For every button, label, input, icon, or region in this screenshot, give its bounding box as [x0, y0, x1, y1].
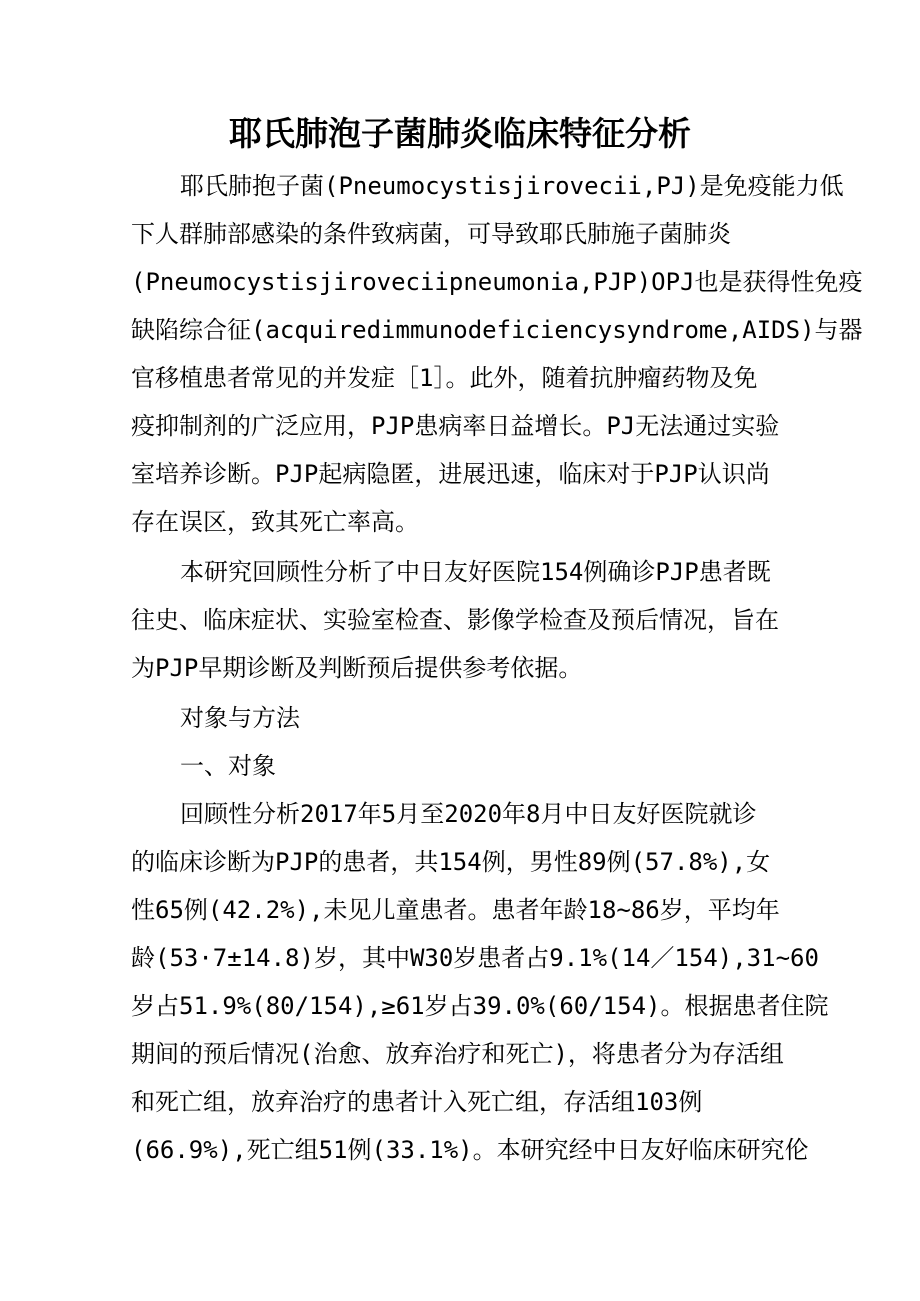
paragraph-1-line-8: 存在误区，致其死亡率高。 [131, 508, 419, 536]
paragraph-1-line-5: 官移植患者常见的并发症［1］。此外，随着抗肿瘤药物及免 [131, 364, 758, 392]
document-title: 耶氏肺泡子菌肺炎临床特征分析 [229, 114, 691, 153]
section-heading-methods: 对象与方法 [180, 704, 300, 732]
paragraph-3-line-8: (66.9%),死亡组51例(33.1%)。本研究经中日友好临床研究伦 [131, 1136, 809, 1164]
paragraph-2-line-2: 往史、临床症状、实验室检查、影像学检查及预后情况，旨在 [131, 606, 779, 634]
paragraph-1-line-1: 耶氏肺抱子菌(Pneumocystisjirovecii,PJ)是免疫能力低 [180, 172, 844, 200]
paragraph-3-line-4: 龄(53·7±14.8)岁，其中W30岁患者占9.1%(14／154),31~60 [131, 944, 819, 972]
paragraph-2-line-3: 为PJP早期诊断及判断预后提供参考依据。 [131, 654, 583, 682]
paragraph-2-line-1: 本研究回顾性分析了中日友好医院154例确诊PJP患者既 [180, 558, 771, 586]
subsection-heading-subjects: 一、对象 [180, 752, 276, 780]
paragraph-3-line-1: 回顾性分析2017年5月至2020年8月中日友好医院就诊 [180, 800, 757, 828]
paragraph-3-line-6: 期间的预后情况(治愈、放弃治疗和死亡)，将患者分为存活组 [131, 1040, 784, 1068]
paragraph-1-line-2: 下人群肺部感染的条件致病菌，可导致耶氏肺施子菌肺炎 [131, 220, 731, 248]
paragraph-1-line-6: 疫抑制剂的广泛应用，PJP患病率日益增长。PJ无法通过实验 [131, 412, 780, 440]
paragraph-1-line-7: 室培养诊断。PJP起病隐匿，进展迅速，临床对于PJP认识尚 [131, 460, 770, 488]
paragraph-3-line-7: 和死亡组，放弃治疗的患者计入死亡组，存活组103例 [131, 1088, 703, 1116]
paragraph-1-line-3: (Pneumocystisjiroveciipneumonia,PJP)OPJ也是获得性免疫 [131, 268, 863, 296]
paragraph-3-line-3: 性65例(42.2%),未见儿童患者。患者年龄18~86岁，平均年 [131, 896, 780, 924]
paragraph-1-line-4: 缺陷综合征(acquiredimmunodeficiencysyndrome,AIDS)与器 [131, 316, 863, 344]
paragraph-3-line-5: 岁占51.9%(80/154),≥61岁占39.0%(60/154)。根据患者住院 [131, 992, 829, 1020]
paragraph-3-line-2: 的临床诊断为PJP的患者，共154例，男性89例(57.8%),女 [131, 848, 771, 876]
